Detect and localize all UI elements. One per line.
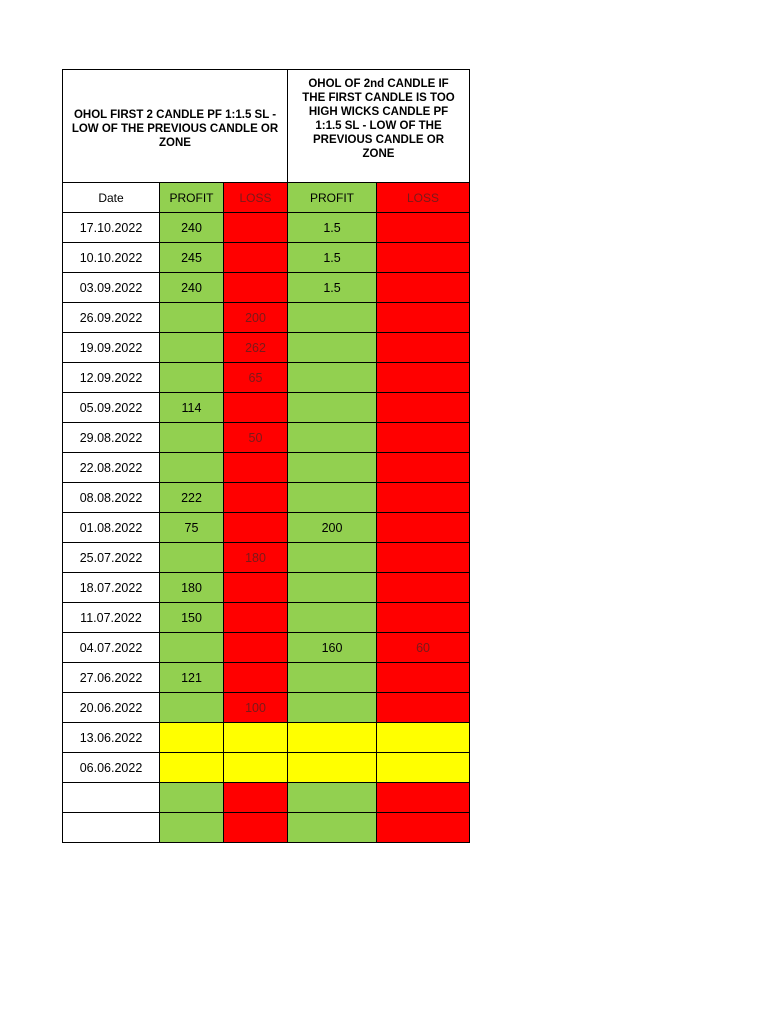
date-cell: 22.08.2022 (63, 453, 160, 483)
profit-cell-1: 75 (160, 513, 224, 543)
loss-cell-1 (224, 483, 288, 513)
profit-cell-2 (288, 363, 377, 393)
date-cell: 19.09.2022 (63, 333, 160, 363)
table-row (63, 723, 470, 753)
profit-cell-2 (288, 483, 377, 513)
table-row (63, 453, 470, 483)
loss-cell-2 (377, 693, 470, 723)
loss-cell-2 (377, 573, 470, 603)
loss-cell-2 (377, 513, 470, 543)
profit-cell-1 (160, 423, 224, 453)
profit-cell-1: 245 (160, 243, 224, 273)
loss-cell-1 (224, 513, 288, 543)
loss-cell-1 (224, 393, 288, 423)
profit-cell-1 (160, 303, 224, 333)
date-cell: 20.06.2022 (63, 693, 160, 723)
loss-cell-1 (224, 783, 288, 813)
table-row (63, 393, 470, 423)
date-cell: 04.07.2022 (63, 633, 160, 663)
loss-cell-2 (377, 213, 470, 243)
loss-cell-1: 100 (224, 693, 288, 723)
column-header-row (63, 183, 470, 213)
column-header-date: Date (63, 183, 160, 213)
date-cell (63, 813, 160, 843)
date-cell: 17.10.2022 (63, 213, 160, 243)
date-cell: 13.06.2022 (63, 723, 160, 753)
loss-cell-1 (224, 453, 288, 483)
loss-cell-1: 180 (224, 543, 288, 573)
table-row (63, 543, 470, 573)
profit-cell-2: 160 (288, 633, 377, 663)
profit-cell-2 (288, 663, 377, 693)
loss-cell-2 (377, 483, 470, 513)
loss-cell-2 (377, 333, 470, 363)
profit-cell-2 (288, 423, 377, 453)
column-header-loss-1: LOSS (224, 183, 288, 213)
loss-cell-1 (224, 603, 288, 633)
table-row (63, 633, 470, 663)
profit-cell-1: 180 (160, 573, 224, 603)
loss-cell-2 (377, 603, 470, 633)
table-row (63, 303, 470, 333)
profit-cell-2 (288, 453, 377, 483)
loss-cell-1: 50 (224, 423, 288, 453)
table-row (63, 363, 470, 393)
profit-cell-2 (288, 723, 377, 753)
table-row (63, 423, 470, 453)
loss-cell-2 (377, 393, 470, 423)
profit-cell-1 (160, 693, 224, 723)
table-row (63, 783, 470, 813)
date-cell: 29.08.2022 (63, 423, 160, 453)
table-row (63, 663, 470, 693)
loss-cell-2 (377, 243, 470, 273)
profit-cell-1 (160, 753, 224, 783)
loss-cell-2 (377, 543, 470, 573)
table-row (63, 243, 470, 273)
profit-cell-1 (160, 453, 224, 483)
loss-cell-1: 262 (224, 333, 288, 363)
profit-cell-1: 222 (160, 483, 224, 513)
date-cell: 03.09.2022 (63, 273, 160, 303)
group-header-second-candle: OHOL OF 2nd CANDLE IF THE FIRST CANDLE IS TOO HIGH WICKS CANDLE PF 1:1.5 SL - LOW OF THE PREVIOUS CANDLE OR ZONE (288, 70, 470, 183)
profit-cell-1 (160, 813, 224, 843)
profit-cell-1: 240 (160, 213, 224, 243)
profit-cell-2 (288, 543, 377, 573)
profit-cell-2 (288, 393, 377, 423)
group-header-row (63, 70, 470, 183)
date-cell: 25.07.2022 (63, 543, 160, 573)
date-cell: 26.09.2022 (63, 303, 160, 333)
profit-cell-2: 1.5 (288, 273, 377, 303)
date-cell: 10.10.2022 (63, 243, 160, 273)
table-row (63, 513, 470, 543)
loss-cell-1 (224, 213, 288, 243)
table-row (63, 213, 470, 243)
column-header-profit-1: PROFIT (160, 183, 224, 213)
loss-cell-2 (377, 423, 470, 453)
loss-cell-1 (224, 723, 288, 753)
profit-cell-2 (288, 603, 377, 633)
profit-cell-2: 200 (288, 513, 377, 543)
table-row (63, 693, 470, 723)
loss-cell-1 (224, 243, 288, 273)
profit-cell-1: 121 (160, 663, 224, 693)
trade-results-table (62, 69, 470, 843)
loss-cell-1 (224, 273, 288, 303)
profit-cell-1 (160, 633, 224, 663)
profit-cell-2 (288, 783, 377, 813)
loss-cell-2 (377, 453, 470, 483)
table-row (63, 603, 470, 633)
date-cell: 18.07.2022 (63, 573, 160, 603)
profit-cell-2 (288, 753, 377, 783)
column-header-profit-2: PROFIT (288, 183, 377, 213)
group-header-first-candle: OHOL FIRST 2 CANDLE PF 1:1.5 SL - LOW OF THE PREVIOUS CANDLE OR ZONE (63, 70, 288, 183)
loss-cell-1 (224, 663, 288, 693)
loss-cell-2 (377, 363, 470, 393)
profit-cell-1 (160, 363, 224, 393)
loss-cell-1: 200 (224, 303, 288, 333)
profit-cell-2 (288, 303, 377, 333)
date-cell (63, 783, 160, 813)
loss-cell-1 (224, 813, 288, 843)
table-row (63, 573, 470, 603)
loss-cell-2 (377, 273, 470, 303)
date-cell: 06.06.2022 (63, 753, 160, 783)
date-cell: 01.08.2022 (63, 513, 160, 543)
date-cell: 08.08.2022 (63, 483, 160, 513)
profit-cell-2 (288, 573, 377, 603)
profit-cell-2 (288, 813, 377, 843)
profit-cell-1 (160, 543, 224, 573)
loss-cell-2: 60 (377, 633, 470, 663)
loss-cell-2 (377, 663, 470, 693)
loss-cell-2 (377, 783, 470, 813)
loss-cell-2 (377, 753, 470, 783)
table-row (63, 813, 470, 843)
date-cell: 05.09.2022 (63, 393, 160, 423)
loss-cell-1 (224, 633, 288, 663)
table-row (63, 333, 470, 363)
loss-cell-1: 65 (224, 363, 288, 393)
date-cell: 12.09.2022 (63, 363, 160, 393)
loss-cell-1 (224, 753, 288, 783)
loss-cell-1 (224, 573, 288, 603)
date-cell: 11.07.2022 (63, 603, 160, 633)
profit-cell-2 (288, 693, 377, 723)
profit-cell-1 (160, 333, 224, 363)
profit-cell-1: 150 (160, 603, 224, 633)
profit-cell-2 (288, 333, 377, 363)
loss-cell-2 (377, 303, 470, 333)
table-row (63, 273, 470, 303)
column-header-loss-2: LOSS (377, 183, 470, 213)
profit-cell-1 (160, 783, 224, 813)
profit-cell-2: 1.5 (288, 213, 377, 243)
profit-cell-1 (160, 723, 224, 753)
table-row (63, 753, 470, 783)
profit-cell-2: 1.5 (288, 243, 377, 273)
profit-cell-1: 114 (160, 393, 224, 423)
loss-cell-2 (377, 813, 470, 843)
loss-cell-2 (377, 723, 470, 753)
table-row (63, 483, 470, 513)
date-cell: 27.06.2022 (63, 663, 160, 693)
profit-cell-1: 240 (160, 273, 224, 303)
